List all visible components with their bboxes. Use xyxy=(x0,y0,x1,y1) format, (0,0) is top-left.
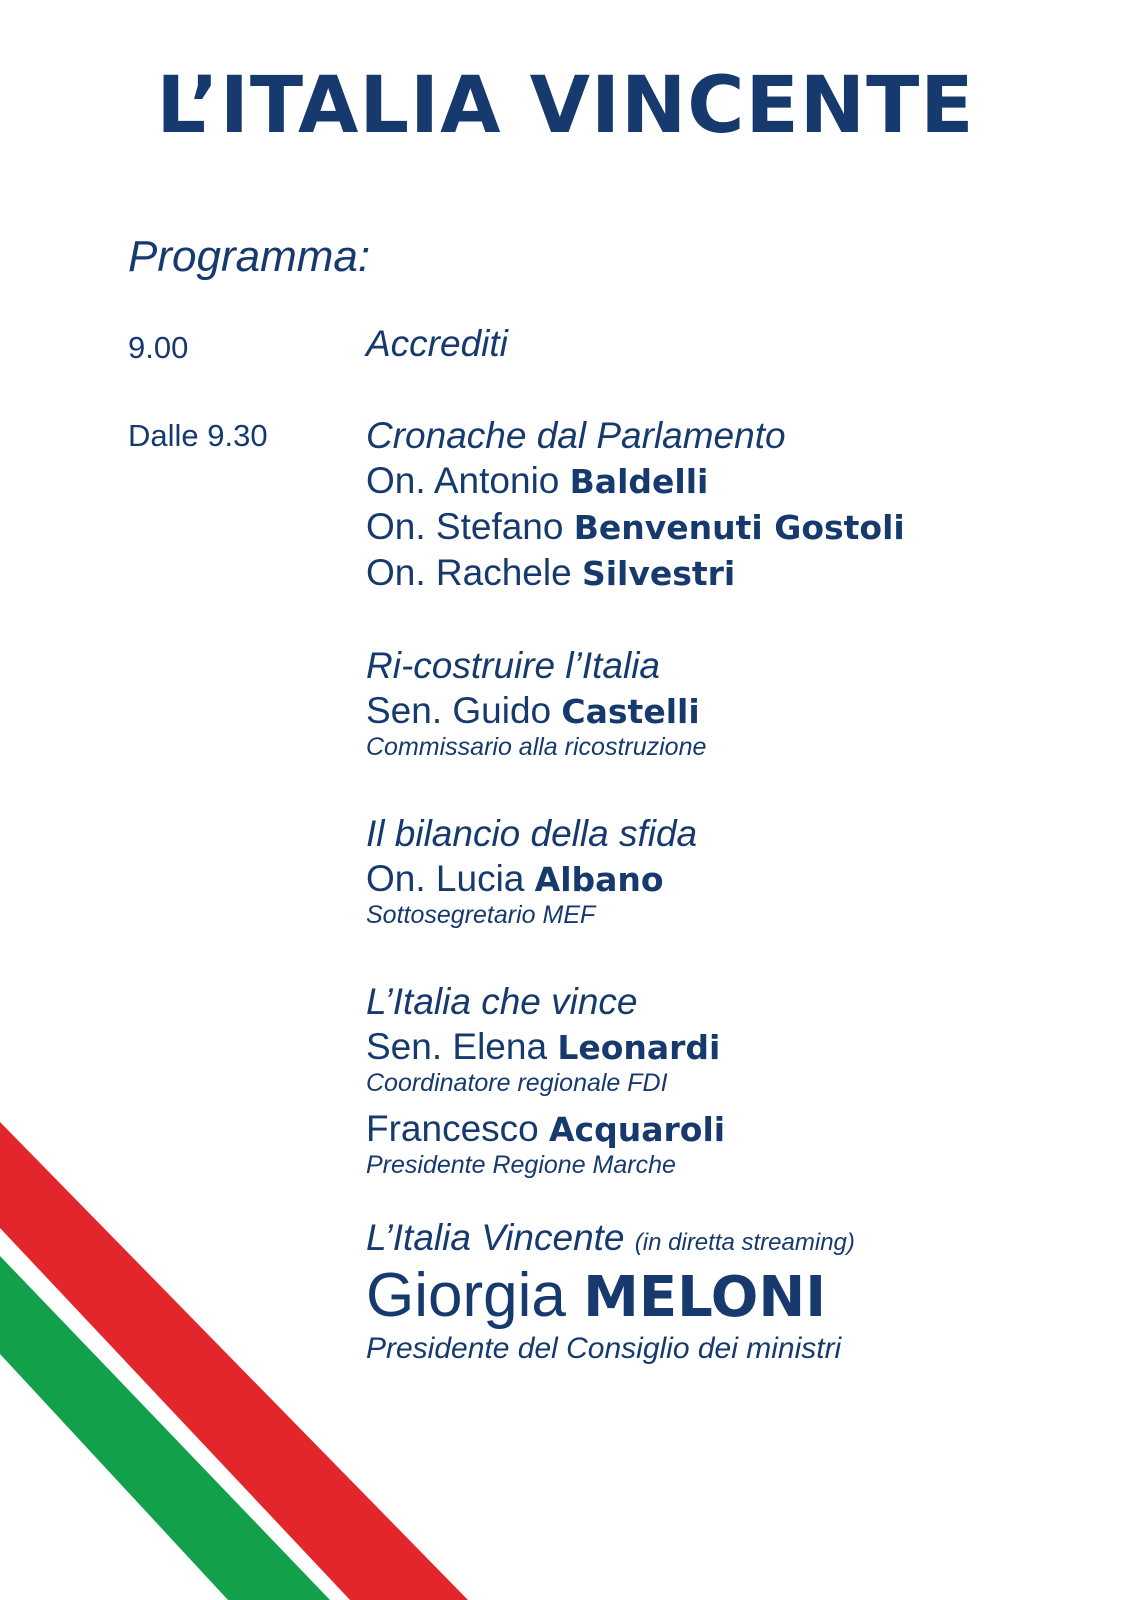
session-italia-vincente xyxy=(366,1216,855,1365)
speaker-prefix: Francesco xyxy=(366,1107,539,1149)
speaker-surname: Albano xyxy=(534,860,664,900)
speaker-prefix: On. Stefano xyxy=(366,506,564,548)
session-note: (in diretta streaming) xyxy=(634,1229,855,1256)
speaker-surname: Leonardi xyxy=(557,1028,721,1068)
session-title: Il bilancio della sfida xyxy=(366,813,698,854)
speaker-role: Presidente del Consiglio dei ministri xyxy=(366,1331,842,1365)
speaker-line xyxy=(366,688,706,734)
session-title: L’Italia che vince xyxy=(366,981,638,1022)
session-title: Ri-costruire l’Italia xyxy=(366,645,661,686)
speaker-prefix: On. Lucia xyxy=(366,858,525,900)
speaker-surname: Castelli xyxy=(561,692,700,732)
speaker-prefix: Giorgia xyxy=(366,1261,566,1331)
speaker-line xyxy=(366,458,905,504)
session-ricostruire xyxy=(366,644,706,762)
speaker-line xyxy=(366,550,905,596)
speaker-prefix: On. Antonio xyxy=(366,460,560,502)
session-title-line xyxy=(366,1216,855,1260)
speaker-surname: MELONI xyxy=(583,1265,827,1331)
session-bilancio xyxy=(366,812,697,930)
speaker-role: Sottosegretario MEF xyxy=(366,901,596,930)
speaker-role: Coordinatore regionale FDI xyxy=(366,1069,668,1098)
keynote-speaker-line xyxy=(366,1260,855,1331)
speaker-surname: Silvestri xyxy=(581,554,736,594)
session-italia-che-vince xyxy=(366,980,725,1179)
speaker-surname: Acquaroli xyxy=(549,1109,726,1149)
speaker-prefix: Sen. Guido xyxy=(366,690,552,732)
speaker-surname: Baldelli xyxy=(569,462,709,502)
speaker-role: Presidente Regione Marche xyxy=(366,1150,676,1179)
page-title: L’ITALIA VINCENTE xyxy=(156,61,975,151)
time-dalle: Dalle 9.30 xyxy=(128,418,268,453)
programma-label: Programma: xyxy=(128,232,371,281)
session-title: L’Italia Vincente xyxy=(366,1217,625,1258)
accrediti-block xyxy=(366,322,508,366)
speaker-line xyxy=(366,1106,725,1152)
speaker-prefix: On. Rachele xyxy=(366,552,572,594)
speaker-line xyxy=(366,1024,725,1070)
speaker-role: Commissario alla ricostruzione xyxy=(366,733,707,762)
session-cronache xyxy=(366,414,905,596)
session-title: Cronache dal Parlamento xyxy=(366,415,786,456)
time-accrediti: 9.00 xyxy=(128,330,189,365)
speaker-prefix: Sen. Elena xyxy=(366,1026,548,1068)
accrediti-title: Accrediti xyxy=(366,323,508,364)
speaker-line xyxy=(366,504,905,550)
speaker-surname: Benvenuti Gostoli xyxy=(573,508,905,548)
speaker-line xyxy=(366,856,697,902)
